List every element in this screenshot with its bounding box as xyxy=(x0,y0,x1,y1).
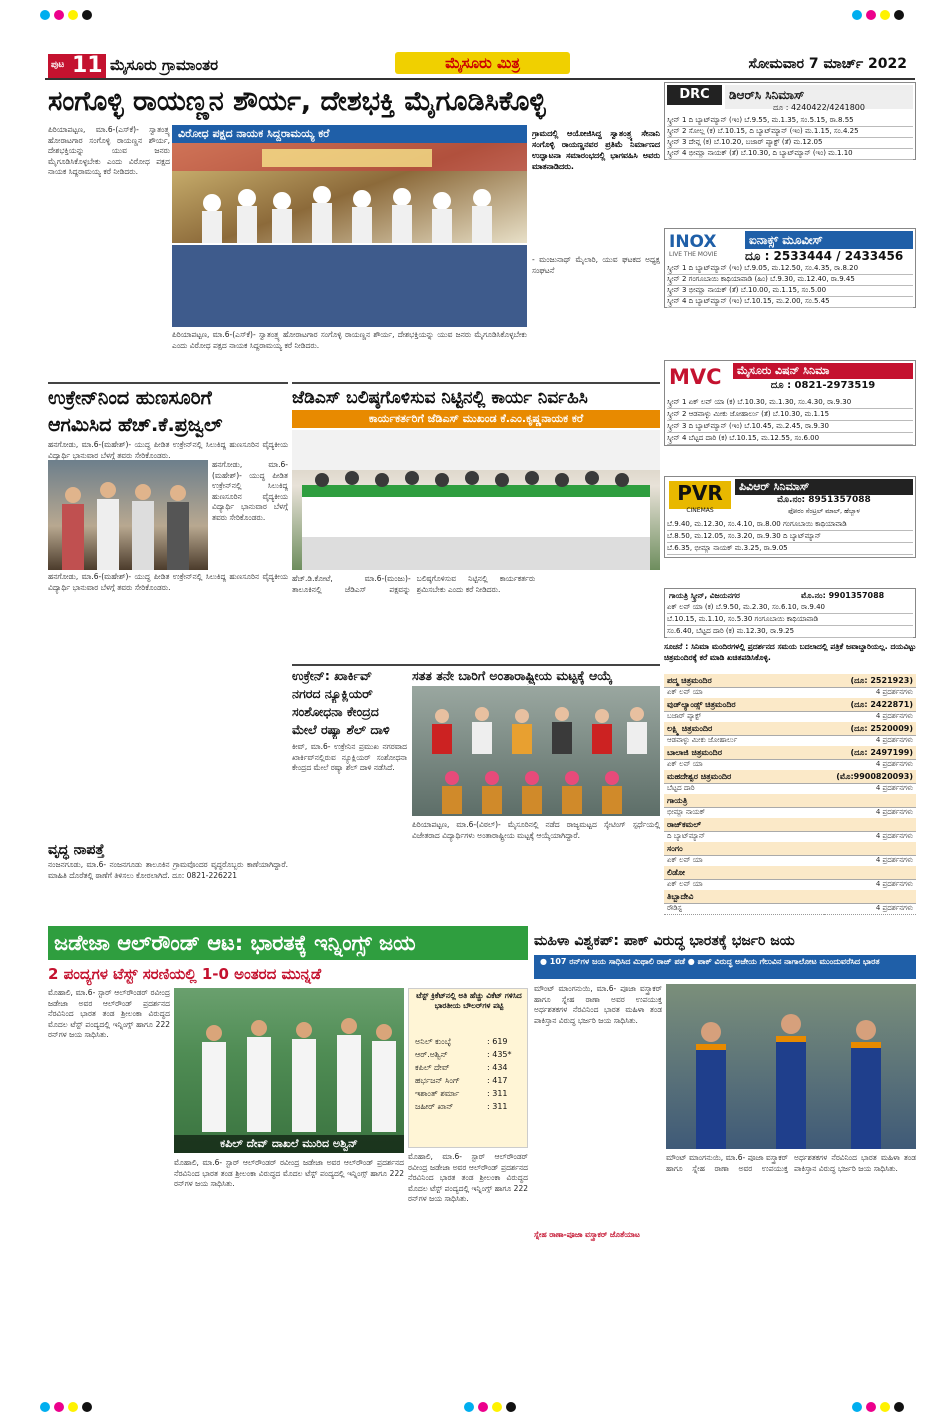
theatre-film: ಬಜಾರ್ ಪ್ಯಾಕ್ಟ್ xyxy=(664,711,824,723)
page-label: ಪುಟ xyxy=(51,60,65,70)
drc-phone: ದೂ : 4240422/4241800 xyxy=(772,103,865,112)
magenta-dot xyxy=(866,10,876,20)
theatre-name: ಲಿಡೋ xyxy=(664,866,916,880)
cricket1-body-text-2: ಮೊಹಾಲಿ, ಮಾ.6- ಸ್ಟಾರ್ ಆಲ್‌ರೌಂಡರ್ ರವೀಂದ್ರ ಜಡೇಜಾ ಅವರ ಆಲ್‌ರೌಂಡ್ ಪ್ರದರ್ಶನದ ನೆರವಿನಿಂದ ಭಾರತ ತಂಡ ಶ್ರೀಲಂಕಾ ವಿರುದ್ಧದ ಮೊದಲ ಟೆಸ್ಟ್ ಪಂದ್ಯದಲ್ಲಿ ಇನ್ನಿಂಗ್ಸ್ ಹಾಗೂ 222 ರನ್‌ಗಳ ಜಯ ಸಾಧಿಸಿತು. xyxy=(408,1152,528,1203)
people-illustration xyxy=(48,460,208,570)
story2-lead-text: ಹನಗೋಡು, ಮಾ.6-(ಮಹೇಶ್)- ಯುದ್ಧ ಪೀಡಿತ ಉಕ್ರೇನ್‌ನಲ್ಲಿ ಸಿಲುಕಿದ್ದ ಹುಣಸೂರಿನ ವೈದ್ಯಕೀಯ ವಿದ್ಯಾರ್ಥಿ ಭಾನುವಾರ ಬೆಳಗ್ಗೆ ತವರು ಸೇರಿಕೊಂಡರು. xyxy=(48,440,288,460)
story3-group-photo xyxy=(292,430,660,570)
print-registration-marks xyxy=(40,8,910,22)
drc-logo: DRC xyxy=(667,85,722,105)
drc-title: ಡಿಆರ್‌ಸಿ ಸಿನಿಮಾಸ್ xyxy=(725,85,913,109)
inox-title: ಐನಾಕ್ಸ್ ಮೂವೀಸ್ xyxy=(745,231,913,249)
story5-body-text: ಪಿರಿಯಾಪಟ್ಟಣ, ಮಾ.6-(ವಿಠಲ್)- ಮೈಸೂರಿನಲ್ಲಿ ನಡೆದ ರಾಜ್ಯಮಟ್ಟದ ಸ್ಕೇಟಿಂಗ್ ಸ್ಪರ್ಧೆಯಲ್ಲಿ ವಿಜೇತರಾದ ವಿದ್ಯಾರ್ಥಿಗಳು ಅಂತಾರಾಷ್ಟ್ರೀಯ ಮಟ್ಟಕ್ಕೆ ಆಯ್ಕೆಯಾಗಿದ್ದಾರೆ. xyxy=(412,820,660,840)
magenta-dot xyxy=(478,1402,488,1412)
story4-headline-line1: ಉಕ್ರೇನ್: ಖಾರ್ಕಿವ್ xyxy=(292,668,373,683)
players-illustration xyxy=(174,988,404,1153)
cricket2-headline: ಮಹಿಳಾ ವಿಶ್ವಕಪ್: ಪಾಕ್ ವಿರುದ್ಧ ಭಾರತಕ್ಕೆ ಭರ್ಜರಿ ಜಯ xyxy=(534,933,795,949)
theatre-entry xyxy=(664,722,916,746)
section-name: ಮೈಸೂರು ಗ್ರಾಮಾಂತರ xyxy=(110,56,219,74)
theatre-name: ರಾಜ್‌ಕಮಲ್ xyxy=(664,818,916,832)
theatre-entry xyxy=(664,818,916,842)
story5-headline: ಸತತ ತನೇ ಬಾರಿಗೆ ಅಂತಾರಾಷ್ಟ್ರೀಯ ಮಟ್ಟಕ್ಕೆ ಆಯ್ಕೆ xyxy=(412,668,613,683)
magenta-dot xyxy=(54,10,64,20)
theatre-show-count: 4 ಪ್ರದರ್ಶನಗಳು xyxy=(824,711,916,723)
skaters-illustration xyxy=(412,686,660,816)
yellow-dot xyxy=(68,10,78,20)
theatre-show-count: 4 ಪ್ರದರ್ಶನಗಳು xyxy=(824,759,916,771)
cricket2-highlight-bar: ● 107 ರನ್‌ಗಳ ಜಯ ಸಾಧಿಸಿದ ಮಿಥಾಲಿ ರಾಜ್ ಪಡೆ ● ಪಾಕ್ ವಿರುದ್ಧ ಅಜೇಯ ಗೆಲುವಿನ ನಾಗಾಲೋಟ ಮುಂದುವರೆಸಿದ ಭಾರತ xyxy=(534,955,916,979)
story3-body-text: ಹೆಚ್.ಡಿ.ಕೋಟೆ, ಮಾ.6-(ಮಂಜು)- ತಾಲೂಕಿನಲ್ಲಿ ಜೆಡಿಎಸ್ ಪಕ್ಷವನ್ನು ಬಲಿಷ್ಠಗೊಳಿಸುವ ನಿಟ್ಟಿನಲ್ಲಿ ಕಾರ್ಯಕರ್ತರು ಶ್ರಮಿಸಬೇಕು ಎಂದು ಕರೆ ನೀಡಿದರು. xyxy=(292,574,536,594)
black-dot xyxy=(82,1402,92,1412)
stats-player: ಕಪಿಲ್ ದೇವ್ xyxy=(415,1063,450,1072)
theatre-film: ಬೆಟ್ಟದ ದಾರಿ xyxy=(664,783,824,795)
pvr-phone: ಮೊ.ನಂ: 8951357088 xyxy=(777,495,871,505)
cyan-dot xyxy=(40,1402,50,1412)
stats-player: ಹರ್ಭಜನ್ ಸಿಂಗ್ xyxy=(415,1076,460,1085)
stats-wickets: : 434 xyxy=(487,1063,508,1072)
story6-headline: ವೃದ್ಧ ನಾಪತ್ತೆ xyxy=(48,842,105,858)
theatre-entry xyxy=(664,794,916,818)
party-workers-illustration xyxy=(292,430,660,570)
cricket2-body-text: ಮೌಂಟ್ ಮಾಂಗನುಯಿ, ಮಾ.6- ಪೂಜಾ ವಸ್ತ್ರಾಕರ್ ಹಾಗೂ ಸ್ನೇಹ ರಾಣಾ ಅವರ ಉಪಯುಕ್ತ ಅರ್ಧಶತಕಗಳ ನೆರವಿನಿಂದ ಭಾರತ ಮಹಿಳಾ ತಂಡ ಪಾಕಿಸ್ತಾನ ವಿರುದ್ಧ ಭರ್ಜರಿ ಜಯ ಸಾಧಿಸಿತು. xyxy=(666,1153,916,1173)
drc-row: ಸ್ಕ್ರೀನ್ 3 ದೇವ್ಲ (ಕ) ಬೆ.10.20, ಬಜಾರ್ ಪ್ಯಾಕ್ಟ್ (ತೆ) ಮ.12.05 xyxy=(667,137,913,149)
theatre-entry xyxy=(664,866,916,890)
theatre-name: ತಿಬ್ಬಾದೇವಿ xyxy=(664,890,916,904)
theatre-entry xyxy=(664,770,916,794)
theatre-film: ರೌಡಿಸ್ಟ xyxy=(664,903,824,915)
gayathri-row: ಬೆ.10.15, ಮ.1.10, ಸಂ.5.30 ಗಂಗೂಬಾಯಿ ಕಾಥಿಯಾವಾಡಿ xyxy=(667,614,913,626)
stats-wickets: : 311 xyxy=(487,1102,508,1111)
black-dot xyxy=(506,1402,516,1412)
theatre-show-count: 4 ಪ್ರದರ್ಶನಗಳು xyxy=(824,855,916,867)
theatre-phone: (ದೂ: 2497199) xyxy=(824,746,916,760)
cinema-notice: ಸೂಚನೆ : ಸಿನಿಮಾ ಮಂದಿರಗಳಲ್ಲಿ ಪ್ರದರ್ಶನದ ಸಮಯ ಬದಲಾದಲ್ಲಿ ಪತ್ರಿಕೆ ಜವಾಬ್ದಾರಿಯಲ್ಲ. ದಯವಿಟ್ಟು ಚಿತ್ರಮಂದಿರಕ್ಕೆ ಕರೆ ಮಾಡಿ ಖಚಿತಪಡಿಸಿಕೊಳ್ಳಿ. xyxy=(664,642,916,662)
cricket1-subhead: 2 ಪಂದ್ಯಗಳ ಟೆಸ್ಟ್ ಸರಣಿಯಲ್ಲಿ 1-0 ಅಂತರದ ಮುನ್ನಡೆ xyxy=(48,965,322,983)
story1-photo-bar: ವಿರೋಧ ಪಕ್ಷದ ನಾಯಕ ಸಿದ್ದರಾಮಯ್ಯ ಕರೆ xyxy=(172,125,527,143)
inox-logo: INOX xyxy=(669,232,717,252)
stats-wickets: : 619 xyxy=(487,1037,508,1046)
yellow-dot xyxy=(880,10,890,20)
theatre-show-count: 4 ಪ್ರದರ್ಶನಗಳು xyxy=(824,831,916,843)
mvc-cinema-box xyxy=(664,360,916,446)
divider xyxy=(292,382,660,384)
yellow-dot xyxy=(880,1402,890,1412)
stats-title: ಟೆಸ್ಟ್ ಕ್ರಿಕೆಟ್‌ನಲ್ಲಿ ಅತಿ ಹೆಚ್ಚು ವಿಕೆಟ್ ಗಳಿಸಿದ ಭಾರತೀಯ ಬೌಲರ್‌ಗಳ ಪಟ್ಟಿ xyxy=(416,991,522,1010)
cricket1-body-text: ಮೊಹಾಲಿ, ಮಾ.6- ಸ್ಟಾರ್ ಆಲ್‌ರೌಂಡರ್ ರವೀಂದ್ರ ಜಡೇಜಾ ಅವರ ಆಲ್‌ರೌಂಡ್ ಪ್ರದರ್ಶನದ ನೆರವಿನಿಂದ ಭಾರತ ತಂಡ ಶ್ರೀಲಂಕಾ ವಿರುದ್ಧದ ಮೊದಲ ಟೆಸ್ಟ್ ಪಂದ್ಯದಲ್ಲಿ ಇನ್ನಿಂಗ್ಸ್ ಹಾಗೂ 222 ರನ್‌ಗಳ ಜಯ ಸಾಧಿಸಿತು. xyxy=(174,1158,404,1188)
theatre-phone: (ಮೊ:9900820093) xyxy=(824,770,916,784)
theatre-name: ಲಕ್ಷ್ಮಿ ಚಿತ್ರಮಂದಿರ xyxy=(664,722,824,736)
theatre-film: ಆಡವಾಳ್ಳು ಮೀಕು ಜೋಹಾರ್ಲು xyxy=(664,735,824,747)
theatre-phone: (ದೂ: 2520009) xyxy=(824,722,916,736)
story1-sidebar-quote: ಗ್ರಾಮದಲ್ಲಿ ಆಯೋಜಿಸಿದ್ದ ಸ್ವಾತಂತ್ರ್ಯ ಸೇನಾನಿ ಸಂಗೊಳ್ಳಿ ರಾಯಣ್ಣನವರ ಪ್ರತಿಮೆ ನಿರ್ಮಾಣದ ಉದ್ಘಾಟನಾ ಸಮಾರಂಭದಲ್ಲಿ ಭಾಗವಹಿಸಿ ಅವರು ಮಾತನಾಡಿದರು. xyxy=(532,129,660,171)
cricket2-players-photo xyxy=(666,984,916,1149)
gayathri-row: ಏಕ್ ಲವ್ ಯಾ (ಕ) ಬೆ.9.50, ಮ.2.30, ಸಂ.6.10, ರಾ.9.40 xyxy=(667,602,913,614)
story2-side-text: ಹನಗೋಡು, ಮಾ.6-(ಮಹೇಶ್)- ಯುದ್ಧ ಪೀಡಿತ ಉಕ್ರೇನ್‌ನಲ್ಲಿ ಸಿಲುಕಿದ್ದ ಹುಣಸೂರಿನ ವೈದ್ಯಕೀಯ ವಿದ್ಯಾರ್ಥಿ ಭಾನುವಾರ ಬೆಳಗ್ಗೆ ತವರು ಸೇರಿಕೊಂಡರು. xyxy=(212,460,288,522)
magenta-dot xyxy=(866,1402,876,1412)
inox-row: ಸ್ಕ್ರೀನ್ 1 ದಿ ಬ್ಯಾಟ್‌ಮ್ಯಾನ್ (ಇಂ) ಬೆ.9.05, ಮ.12.50, ಸಂ.4.35, ರಾ.8.20 xyxy=(667,263,913,275)
drc-cinema-box xyxy=(664,82,916,160)
pvr-row: ಬೆ.6.35, ಭೀಮ್ಲಾ ನಾಯಕ್ ಮ.3.25, ರಾ.9.05 xyxy=(667,543,913,555)
cricket2-lead-text: ಮೌಂಟ್ ಮಾಂಗನುಯಿ, ಮಾ.6- ಪೂಜಾ ವಸ್ತ್ರಾಕರ್ ಹಾಗೂ ಸ್ನೇಹ ರಾಣಾ ಅವರ ಉಪಯುಕ್ತ ಅರ್ಧಶತಕಗಳ ನೆರವಿನಿಂದ ಭಾರತ ಮಹಿಳಾ ತಂಡ ಪಾಕಿಸ್ತಾನ ವಿರುದ್ಧ ಭರ್ಜರಿ ಜಯ ಸಾಧಿಸಿತು. xyxy=(534,984,662,1025)
pvr-title: ಪಿವಿಆರ್ ಸಿನಿಮಾಸ್ xyxy=(735,479,913,495)
drc-row: ಸ್ಕ್ರೀನ್ 4 ಭೀಮ್ಲಾ ನಾಯಕ್ (ತೆ) ಬೆ.10.30, ದಿ ಬ್ಯಾಟ್‌ಮ್ಯಾನ್ (ಇಂ) ಮ.1.10 xyxy=(667,148,913,160)
inox-cinema-box xyxy=(664,228,916,308)
theatre-name: ಬಾಲಾಜಿ ಚಿತ್ರಮಂದಿರ xyxy=(664,746,824,760)
theatre-show-count: 4 ಪ್ರದರ್ಶನಗಳು xyxy=(824,903,916,915)
black-dot xyxy=(82,10,92,20)
theatre-name: ವುಡ್‌ಲ್ಯಾಂಡ್ಸ್ ಚಿತ್ರಮಂದಿರ xyxy=(664,698,824,712)
theatre-name: ಪದ್ಮ ಚಿತ್ರಮಂದಿರ xyxy=(664,674,824,688)
cyan-dot xyxy=(464,1402,474,1412)
theatre-show-count: 4 ಪ್ರದರ್ಶನಗಳು xyxy=(824,879,916,891)
black-dot xyxy=(894,1402,904,1412)
cricket1-headline: ಜಡೇಜಾ ಆಲ್‌ರೌಂಡ್ ಆಟ: ಭಾರತಕ್ಕೆ ಇನ್ನಿಂಗ್ಸ್ ಜಯ xyxy=(48,926,528,960)
stats-player: ಇಶಾಂತ್ ಶರ್ಮಾ xyxy=(415,1089,460,1098)
story1-headline: ಸಂಗೊಳ್ಳಿ ರಾಯಣ್ಣನ ಶೌರ್ಯ, ದೇಶಭಕ್ತಿ ಮೈಗೂಡಿಸಿಕೊಳ್ಳಿ xyxy=(48,86,546,117)
yellow-dot xyxy=(68,1402,78,1412)
story2-headline-line2: ಆಗಮಿಸಿದ ಹೆಚ್.ಕೆ.ಪ್ರಜ್ವಲ್ xyxy=(48,414,223,436)
mvc-row: ಸ್ಕ್ರೀನ್ 1 ಏಕ್ ಲವ್ ಯಾ (ಕ) ಬೆ.10.30, ಮ.1.30, ಸಂ.4.30, ರಾ.9.30 xyxy=(667,397,913,409)
drc-row: ಸ್ಕ್ರೀನ್ 2 ಸೋಲ್ಲ (ಕ) ಬೆ.10.15, ದಿ ಬ್ಯಾಟ್‌ಮ್ಯಾನ್ (ಇಂ) ಮ.1.15, ಸಂ.4.25 xyxy=(667,126,913,138)
mvc-phone: ದೂ : 0821-2973519 xyxy=(770,380,876,391)
divider xyxy=(48,382,288,384)
theatre-show-count: 4 ಪ್ರದರ್ಶನಗಳು xyxy=(824,687,916,699)
cricket1-lead-text: ಮೊಹಾಲಿ, ಮಾ.6- ಸ್ಟಾರ್ ಆಲ್‌ರೌಂಡರ್ ರವೀಂದ್ರ ಜಡೇಜಾ ಅವರ ಆಲ್‌ರೌಂಡ್ ಪ್ರದರ್ಶನದ ನೆರವಿನಿಂದ ಭಾರತ ತಂಡ ಶ್ರೀಲಂಕಾ ವಿರುದ್ಧದ ಮೊದಲ ಟೆಸ್ಟ್ ಪಂದ್ಯದಲ್ಲಿ ಇನ್ನಿಂಗ್ಸ್ ಹಾಗೂ 222 ರನ್‌ಗಳ ಜಯ ಸಾಧಿಸಿತು. xyxy=(48,988,170,1039)
mvc-row: ಸ್ಕ್ರೀನ್ 2 ಆಡವಾಳ್ಳು ಮೀಕು ಜೋಹಾರ್ಲು (ತೆ) ಬೆ.10.30, ಮ.1.15 xyxy=(667,409,913,421)
story1-body-text: ಪಿರಿಯಾಪಟ್ಟಣ, ಮಾ.6-(ಎಸ್‌ಕೆ)- ಸ್ವಾತಂತ್ರ್ಯ ಹೋರಾಟಗಾರ ಸಂಗೊಳ್ಳಿ ರಾಯಣ್ಣನ ಶೌರ್ಯ, ದೇಶಭಕ್ತಿಯನ್ನು ಯುವ ಜನರು ಮೈಗೂಡಿಸಿಕೊಳ್ಳಬೇಕು ಎಂದು ವಿರೋಧ ಪಕ್ಷದ ನಾಯಕ ಸಿದ್ದರಾಮಯ್ಯ ಕರೆ ನೀಡಿದರು. xyxy=(172,330,527,350)
print-registration-marks xyxy=(40,1400,910,1414)
cyan-dot xyxy=(40,10,50,20)
stats-wickets: : 417 xyxy=(487,1076,508,1085)
theatre-phone: (ದೂ: 2521923) xyxy=(824,674,916,688)
women-team-illustration xyxy=(666,984,916,1149)
mvc-logo: MVC xyxy=(669,365,722,389)
cyan-dot xyxy=(852,1402,862,1412)
story2-body-text: ಹನಗೋಡು, ಮಾ.6-(ಮಹೇಶ್)- ಯುದ್ಧ ಪೀಡಿತ ಉಕ್ರೇನ್‌ನಲ್ಲಿ ಸಿಲುಕಿದ್ದ ಹುಣಸೂರಿನ ವೈದ್ಯಕೀಯ ವಿದ್ಯಾರ್ಥಿ ಭಾನುವಾರ ಬೆಳಗ್ಗೆ ತವರು ಸೇರಿಕೊಂಡರು. xyxy=(48,572,288,592)
inox-row: ಸ್ಕ್ರೀನ್ 4 ದಿ ಬ್ಯಾಟ್‌ಮ್ಯಾನ್ (ಇಂ) ಬೆ.10.15, ಮ.2.00, ಸಂ.5.45 xyxy=(667,296,913,308)
black-dot xyxy=(894,10,904,20)
story3-headline: ಜೆಡಿಎಸ್ ಬಲಿಷ್ಠಗೊಳಿಸುವ ನಿಟ್ಟಿನಲ್ಲಿ ಕಾರ್ಯ ನಿರ್ವಹಿಸಿ xyxy=(292,388,588,408)
story6-body-text: ನಂಜನಗೂಡು, ಮಾ.6- ನಂಜನಗೂಡು ತಾಲೂಕಿನ ಗ್ರಾಮವೊಂದರ ವೃದ್ಧರೊಬ್ಬರು ಕಾಣೆಯಾಗಿದ್ದಾರೆ. ಮಾಹಿತಿ ದೊರೆತಲ್ಲಿ ಠಾಣೆಗೆ ತಿಳಿಸಲು ಕೋರಲಾಗಿದೆ. ದೂ: 0821-226221 xyxy=(48,860,288,880)
story1-lead-text: ಪಿರಿಯಾಪಟ್ಟಣ, ಮಾ.6-(ಎಸ್‌ಕೆ)- ಸ್ವಾತಂತ್ರ್ಯ ಹೋರಾಟಗಾರ ಸಂಗೊಳ್ಳಿ ರಾಯಣ್ಣನ ಶೌರ್ಯ, ದೇಶಭಕ್ತಿಯನ್ನು ಯುವ ಜನರು ಮೈಗೂಡಿಸಿಕೊಳ್ಳಬೇಕು ಎಂದು ವಿರೋಧ ಪಕ್ಷದ ನಾಯಕ ಸಿದ್ದರಾಮಯ್ಯ ಕರೆ ನೀಡಿದರು. xyxy=(48,125,170,176)
pvr-address: ಫೋರಂ ಸೆಂಟ್ರಲ್ ಮಾಲ್, ಹೆಬ್ಬಾಳ xyxy=(788,507,860,515)
page-number: 11 xyxy=(72,53,103,78)
cricket1-photo-caption: ಕಪಿಲ್ ದೇವ್ ದಾಖಲೆ ಮುರಿದ ಅಶ್ವಿನ್ xyxy=(174,1135,404,1153)
story4-headline-line2: ನಗರದ ನ್ಯೂಕ್ಲಿಯರ್ xyxy=(292,686,373,701)
cricket2-subhead: ಸ್ನೇಹ ರಾಣಾ-ಪೂಜಾ ವಸ್ತ್ರಾಕರ್ ಜೊತೆಯಾಟ xyxy=(534,1230,640,1239)
page-number-badge xyxy=(48,54,106,78)
theatre-film: ದಿ ಬ್ಯಾಟ್‌ಮ್ಯಾನ್ xyxy=(664,831,824,843)
pvr-row: ಬೆ.8.50, ಮ.12.05, ಸಂ.3.20, ರಾ.9.30 ದಿ ಬ್ಯಾಟ್‌ಮ್ಯಾನ್ xyxy=(667,531,913,543)
pvr-sublogo: CINEMAS xyxy=(686,507,714,514)
newspaper-name: ಮೈಸೂರು ಮಿತ್ರ xyxy=(395,52,570,74)
wicket-stats-box xyxy=(408,988,528,1148)
mvc-title: ಮೈಸೂರು ವಿಷನ್ ಸಿನಿಮಾ xyxy=(733,363,913,379)
story3-photo-bar: ಕಾರ್ಯಕರ್ತರಿಗೆ ಜೆಡಿಎಸ್ ಮುಖಂಡ ಕೆ.ಎಂ.ಕೃಷ್ಣನಾಯಕ ಕರೆ xyxy=(292,410,660,428)
theatre-film: ಏಕ್ ಲವ್ ಯಾ xyxy=(664,855,824,867)
stats-player: ಅನಿಲ್ ಕುಂಬ್ಳೆ xyxy=(415,1037,452,1046)
mvc-row: ಸ್ಕ್ರೀನ್ 3 ದಿ ಬ್ಯಾಟ್‌ಮ್ಯಾನ್ (ಇಂ) ಬೆ.10.45, ಮ.2.45, ರಾ.9.30 xyxy=(667,421,913,433)
inox-row: ಸ್ಕ್ರೀನ್ 2 ಗಂಗೂಬಾಯಿ ಕಾಥಿಯಾವಾಡಿ (ಹಿಂ) ಬೆ.9.30, ಮ.12.40, ರಾ.9.45 xyxy=(667,274,913,286)
stats-player: ಜಹೀರ್ ಖಾನ್ xyxy=(415,1102,454,1111)
yellow-dot xyxy=(492,1402,502,1412)
pvr-logo: PVR xyxy=(669,481,731,509)
theatre-film: ಏಕ್ ಲವ್ ಯಾ xyxy=(664,759,824,771)
story5-skaters-photo xyxy=(412,686,660,816)
theatre-name: ಗಾಯತ್ರಿ xyxy=(664,794,916,808)
story2-headline-line1: ಉಕ್ರೇನ್‌ನಿಂದ ಹುಣಸೂರಿಗೆ xyxy=(48,387,212,409)
magenta-dot xyxy=(54,1402,64,1412)
cricket1-team-photo xyxy=(174,988,404,1153)
inox-tagline: LIVE THE MOVIE xyxy=(669,251,718,258)
mvc-row: ಸ್ಕ್ರೀನ್ 4 ಬೆಟ್ಟದ ದಾರಿ (ಕ) ಬೆ.10.15, ಮ.12.55, ಸಂ.6.00 xyxy=(667,433,913,445)
gayathri-phone: ಮೊ.ನಂ: 9901357088 xyxy=(801,591,885,600)
crowd-illustration xyxy=(172,143,527,243)
gayathri-row: ಸಂ.6.40, ಬೆಟ್ಟದ ದಾರಿ (ಕ) ಮ.12.30, ರಾ.9.25 xyxy=(667,626,913,638)
story1-byline: - ಮಂಜುನಾಥ್ ಮೈಲಾರಿ, ಯುವ ಘಟಕದ ಅಧ್ಯಕ್ಷ ಸಂಘಟನೆ xyxy=(532,255,660,275)
story2-group-photo xyxy=(48,460,208,570)
theatre-entry xyxy=(664,842,916,866)
story1-crowd-photo xyxy=(172,245,527,327)
gayathri-title: ಗಾಯತ್ರಿ ಸ್ಕ್ರೀನ್, ವಿಜಯನಗರ xyxy=(669,591,740,600)
theatre-show-count: 4 ಪ್ರದರ್ಶನಗಳು xyxy=(824,807,916,819)
theatre-entry xyxy=(664,698,916,722)
stats-wickets: : 435* xyxy=(487,1050,512,1059)
theatre-list xyxy=(664,674,916,922)
story4-body-text: ಕೀವ್, ಮಾ.6- ಉಕ್ರೇನಿನ ಪ್ರಮುಖ ನಗರವಾದ ಖಾರ್ಕಿವ್‌ನಲ್ಲಿರುವ ನ್ಯೂಕ್ಲಿಯರ್ ಸಂಶೋಧನಾ ಕೇಂದ್ರದ ಮೇಲೆ ರಷ್ಯಾ ಶೆಲ್ ದಾಳಿ ನಡೆಸಿದೆ. xyxy=(292,742,407,772)
drc-row: ಸ್ಕ್ರೀನ್ 1 ದಿ ಬ್ಯಾಟ್‌ಮ್ಯಾನ್ (ಇಂ) ಬೆ.9.55, ಮ.1.35, ಸಂ.5.15, ರಾ.8.55 xyxy=(667,115,913,127)
theatre-show-count: 4 ಪ್ರದರ್ಶನಗಳು xyxy=(824,783,916,795)
stats-player: ಆರ್.ಅಶ್ವಿನ್ xyxy=(415,1050,448,1059)
theatre-show-count: 4 ಪ್ರದರ್ಶನಗಳು xyxy=(824,735,916,747)
cyan-dot xyxy=(852,10,862,20)
divider xyxy=(292,664,660,666)
theatre-name: ಮಹದೇಶ್ವರ ಚಿತ್ರಮಂದಿರ xyxy=(664,770,824,784)
theatre-entry xyxy=(664,890,916,914)
inox-phone: ದೂ : 2533444 / 2433456 xyxy=(745,249,904,263)
stats-wickets: : 311 xyxy=(487,1089,508,1098)
theatre-entry xyxy=(664,746,916,770)
story4-headline-line3: ಸಂಶೋಧನಾ ಕೇಂದ್ರದ xyxy=(292,704,379,719)
inox-row: ಸ್ಕ್ರೀನ್ 3 ಭೀಮ್ಲಾ ನಾಯಕ್ (ತೆ) ಬೆ.10.00, ಮ.1.15, ಸಂ.5.00 xyxy=(667,285,913,297)
story4-headline-line4: ಮೇಲೆ ರಷ್ಯಾ ಶೆಲ್ ದಾಳಿ xyxy=(292,722,390,737)
theatre-phone: (ದೂ: 2422871) xyxy=(824,698,916,712)
theatre-entry xyxy=(664,674,916,698)
gayathri-screen-box xyxy=(664,588,916,638)
theatre-film: ಏಕ್ ಲವ್ ಯಾ xyxy=(664,879,824,891)
pvr-row: ಬೆ.9.40, ಮ.12.30, ಸಂ.4.10, ರಾ.8.00 ಗಂಗೂಬಾಯಿ ಕಾಥಿಯಾವಾಡಿ xyxy=(667,519,913,531)
story1-rally-photo xyxy=(172,143,527,243)
pvr-cinema-box xyxy=(664,476,916,558)
theatre-film: ಭೀಮ್ಲಾ ನಾಯಕ್ xyxy=(664,807,824,819)
issue-date: ಸೋಮವಾರ 7 ಮಾರ್ಚ್ 2022 xyxy=(748,56,907,72)
theatre-film: ಏಕ್ ಲವ್ ಯಾ xyxy=(664,687,824,699)
theatre-name: ಸಂಗಂ xyxy=(664,842,916,856)
